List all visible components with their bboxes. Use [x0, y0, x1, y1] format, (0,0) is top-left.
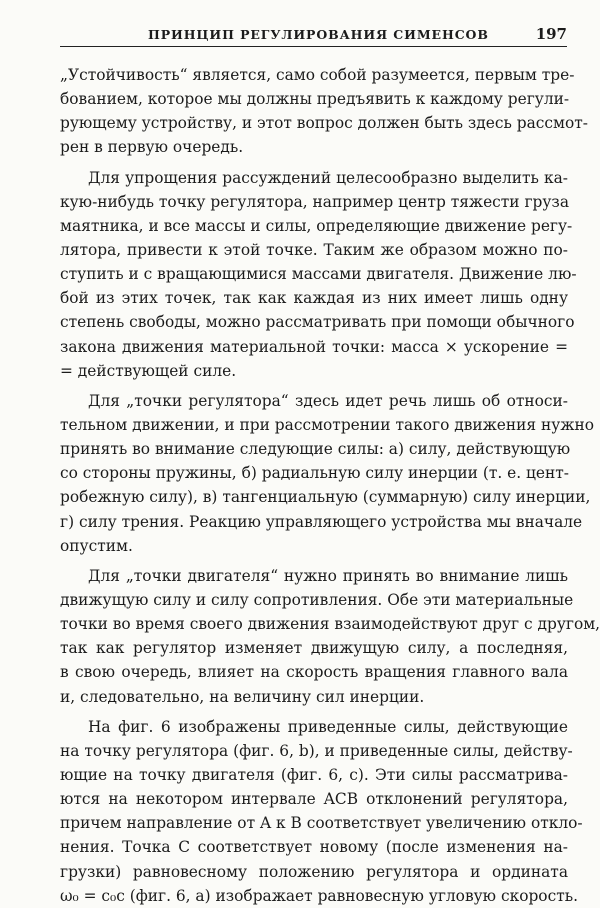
text-line: бованием, которое мы должны предъявить к каждому регули- — [60, 90, 570, 109]
paragraph-4 — [60, 564, 600, 709]
text-line: кую-нибудь точку регулятора, например центр тяжести груза — [60, 192, 570, 211]
text-line: степень свободы, можно рассматривать при помощи обычного — [60, 313, 575, 332]
text-line: нения. Точка C соответствует новому (после изменения на- — [60, 838, 568, 857]
text-line: со стороны пружины, б) радиальную силу инерции (т. е. цент- — [60, 464, 569, 483]
paragraph-3 — [60, 389, 595, 558]
text-line: = действующей силе. — [60, 361, 237, 380]
text-line: „Устойчивость“ является, само собой разумеется, первым тре- — [60, 66, 575, 84]
text-line: ω₀ = c₀c (фиг. 6, a) изображает равновесную угловую скорость. — [60, 886, 578, 905]
text-line: рующему устройству, и этот вопрос должен быть здесь рассмот- — [60, 114, 588, 133]
running-title: ПРИНЦИП РЕГУЛИРОВАНИЯ СИМЕНСОВ — [148, 27, 489, 42]
text-line: г) силу трения. Реакцию управляющего устройства мы вначале — [60, 512, 583, 531]
text-line: принять во внимание следующие силы: а) силу, действующую — [60, 440, 571, 459]
text-line: Для „точки регулятора“ здесь идет речь лишь об относи- — [88, 391, 568, 410]
page-header — [60, 24, 567, 47]
text-line: бой из этих точек, так как каждая из них имеет лишь одну — [60, 289, 568, 308]
text-line: в свою очередь, влияет на скорость вращения главного вала — [60, 663, 568, 682]
text-line: так как регулятор изменяет движущую силу, а последняя, — [60, 639, 568, 658]
text-line: робежную силу), в) тангенциальную (суммарную) силу инерции, — [60, 488, 591, 507]
text-line: На фиг. 6 изображены приведенные силы, действующие — [88, 717, 568, 736]
page-number: 197 — [535, 25, 567, 43]
text-line: причем направление от A к B соответствует увеличению откло- — [60, 814, 583, 833]
text-line: ступить и с вращающимися массами двигателя. Движение лю- — [60, 265, 577, 284]
paragraph-5 — [60, 715, 583, 908]
text-line: лятора, привести к этой точке. Таким же образом можно по- — [60, 240, 568, 259]
text-line: и, следовательно, на величину сил инерции. — [60, 687, 425, 706]
text-line: тельном движении, и при рассмотрении такого движения нужно — [60, 415, 595, 434]
text-line: точки во время своего движения взаимодействуют друг с другом, — [60, 615, 600, 634]
text-line: движущую силу и силу сопротивления. Обе эти материальные — [60, 590, 574, 609]
text-line: ются на некотором интервале ACB отклонений регулятора, — [60, 790, 568, 809]
text-line: ющие на точку двигателя (фиг. 6, c). Эти силы рассматрива- — [60, 765, 568, 784]
text-line: грузки) равновесному положению регулятора и ордината — [60, 862, 568, 881]
text-line: на точку регулятора (фиг. 6, b), и приведенные силы, действу- — [60, 741, 573, 760]
text-line: Для „точки двигателя“ нужно принять во внимание лишь — [88, 566, 568, 585]
text-line: закона движения материальной точки: масса × ускорение = — [60, 337, 568, 356]
body-text — [60, 63, 600, 908]
text-line: маятника, и все массы и силы, определяющие движение регу- — [60, 216, 573, 235]
paragraph-1 — [60, 63, 588, 160]
text-line: рен в первую очередь. — [60, 138, 244, 157]
paragraph-2 — [60, 166, 577, 383]
text-line: опустим. — [60, 536, 133, 555]
text-line: Для упрощения рассуждений целесообразно выделить ка- — [88, 168, 568, 187]
